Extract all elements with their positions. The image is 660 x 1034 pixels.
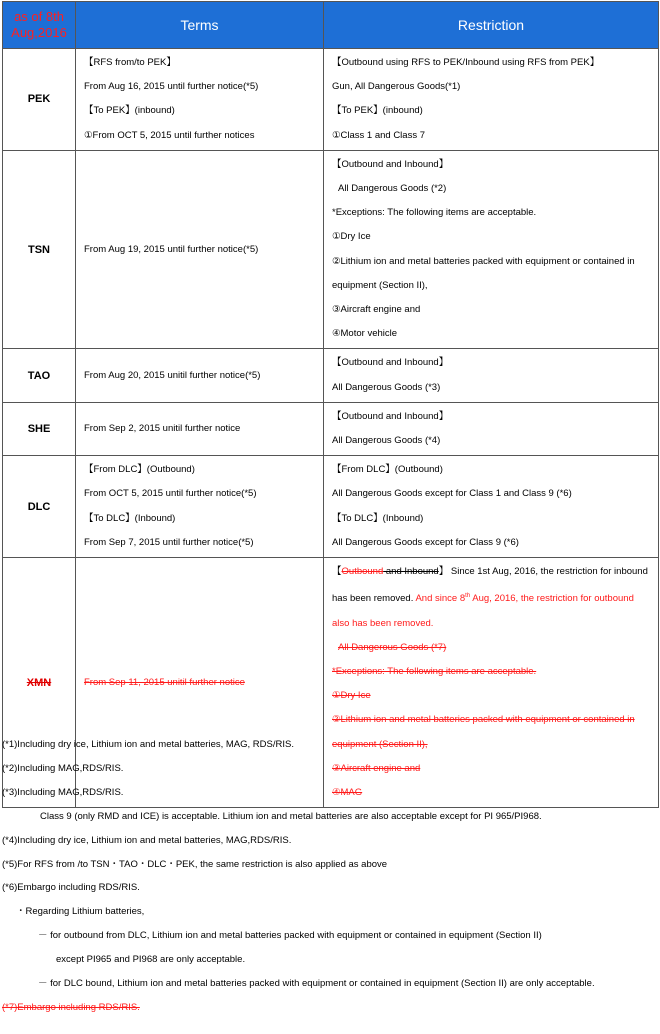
restriction-cell: [324, 150, 659, 349]
restriction-cell: [324, 349, 659, 402]
footnote: (*6)Embargo including RDS/RIS.: [2, 882, 140, 894]
struck-line: ①Dry Ice: [332, 690, 371, 702]
restriction-line: All Dangerous Goods except for Class 1 and Class 9 (*6): [332, 488, 572, 500]
footnote: － for outbound from DLC, Lithium ion and metal batteries packed with equipment or contained in equipment (Section II): [38, 930, 542, 942]
terms-line: From OCT 5, 2015 until further notice(*5): [84, 488, 257, 500]
struck-line: ④MAG: [332, 787, 363, 799]
footnote: Class 9 (only RMD and ICE) is acceptable. Lithium ion and metal batteries are also acceptable except for PI 965/PI968.: [40, 810, 542, 822]
restriction-line: Gun, All Dangerous Goods(*1): [332, 81, 461, 93]
bracket-open: 【: [332, 566, 342, 578]
terms-line: 【RFS from/to PEK】: [84, 57, 176, 68]
terms-line: From Sep 7, 2015 until further notice(*5): [84, 536, 254, 548]
restriction-table: [2, 1, 659, 808]
restriction-line: 【Outbound and Inbound】: [332, 357, 449, 369]
footnote: ・Regarding Lithium batteries,: [16, 906, 145, 918]
restriction-line: ①Dry Ice: [332, 231, 371, 243]
terms-cell: [76, 402, 324, 455]
footnote: － for DLC bound, Lithium ion and metal batteries packed with equipment or contained in equipment (Section II) are only acceptable.: [38, 978, 595, 990]
restriction-line: 【Outbound and Inbound】: [332, 158, 449, 170]
restriction-line: All Dangerous Goods (*4): [332, 435, 441, 447]
outbound-struck: Outbound: [341, 566, 384, 578]
restriction-line: equipment (Section II),: [332, 279, 428, 291]
airport-code: PEK: [3, 49, 76, 151]
inbound-removed-text: 】 Since 1st Aug, 2016, the restriction for inbound: [438, 566, 648, 578]
restriction-line: also has been removed.: [332, 617, 434, 629]
terms-line: From Aug 20, 2015 unitil further notice(*5): [84, 369, 261, 381]
restriction-line: 【To DLC】(Inbound): [332, 512, 424, 524]
airport-code: TSN: [3, 150, 76, 349]
table-row-tsn: [3, 150, 659, 349]
terms-line: ①From OCT 5, 2015 until further notices: [84, 129, 255, 141]
restriction-line: [332, 560, 650, 584]
footnote: except PI965 and PI968 are only acceptable.: [56, 954, 246, 966]
and-inbound-struck: and Inbound: [383, 566, 439, 578]
table-row-pek: [3, 49, 659, 151]
terms-line: 【From DLC】(Outbound): [84, 464, 195, 476]
terms-line: 【To DLC】(Inbound): [84, 512, 176, 524]
airport-code: TAO: [3, 349, 76, 402]
table-row-she: [3, 402, 659, 455]
restriction-line: 【To PEK】(inbound): [332, 105, 423, 117]
terms-cell: [76, 49, 324, 151]
restriction-line: ④Motor vehicle: [332, 328, 398, 340]
restriction-cell: [324, 49, 659, 151]
restriction-line: All Dangerous Goods (*2): [338, 183, 447, 195]
footnote: (*5)For RFS from /to TSN・TAO・DLC・PEK, the same restriction is also applied as above: [2, 858, 388, 870]
ordinal-suffix: th: [465, 593, 471, 600]
terms-cell: [76, 349, 324, 402]
table-row-dlc: [3, 456, 659, 558]
restriction-cell: [324, 456, 659, 558]
restriction-line: 【Outbound using RFS to PEK/Inbound using RFS from PEK】: [332, 57, 600, 68]
removed-text: has been removed.: [332, 593, 416, 605]
struck-line: ③Aircraft engine and: [332, 762, 421, 774]
struck-line: *Exceptions: The following items are acceptable.: [332, 666, 537, 678]
terms-line: From Sep 2, 2015 unitil further notice: [84, 422, 241, 434]
restriction-line: All Dangerous Goods except for Class 9 (*6): [332, 536, 519, 548]
airport-code: SHE: [3, 402, 76, 455]
restriction-line: 【From DLC】(Outbound): [332, 464, 443, 476]
footnote: (*7)Embargo including RDS/RIS.: [2, 1001, 140, 1013]
terms-line: From Sep 11, 2015 unitil further notice: [84, 676, 245, 688]
footnote: (*1)Including dry ice, Lithium ion and metal batteries, MAG, RDS/RIS.: [2, 739, 294, 750]
as-of-line-2: Aug,2016: [11, 25, 67, 40]
restriction-line: All Dangerous Goods (*3): [332, 381, 441, 393]
struck-line: All Dangerous Goods (*7): [338, 641, 447, 653]
footnote: (*3)Including MAG,RDS/RIS.: [2, 786, 124, 798]
terms-cell: [76, 150, 324, 349]
airport-code: XMN: [26, 676, 52, 689]
restriction-line: ①Class 1 and Class 7: [332, 129, 426, 141]
restriction-line: [332, 584, 650, 611]
restriction-line: *Exceptions: The following items are acceptable.: [332, 207, 537, 219]
airport-code: DLC: [3, 456, 76, 558]
struck-line: ②Lithium ion and metal batteries packed with equipment or contained in: [332, 714, 635, 726]
restriction-cell: [324, 402, 659, 455]
footnotes: [2, 733, 658, 1020]
struck-line: equipment (Section II),: [332, 738, 428, 750]
table-header-row: [3, 2, 659, 49]
footnote: (*4)Including dry ice, Lithium ion and metal batteries, MAG,RDS/RIS.: [2, 834, 292, 846]
terms-line: From Aug 16, 2015 until further notice(*5): [84, 81, 259, 93]
restriction-line: ③Aircraft engine and: [332, 304, 421, 316]
as-of-line-1: as of 8th: [14, 9, 64, 24]
outbound-removed-tail: Aug, 2016, the restriction for outbound: [470, 593, 634, 605]
terms-cell: [76, 456, 324, 558]
footnote: (*2)Including MAG,RDS/RIS.: [2, 762, 124, 774]
terms-line: 【To PEK】(inbound): [84, 105, 175, 117]
restriction-line: ②Lithium ion and metal batteries packed with equipment or contained in: [332, 255, 635, 267]
restriction-column-header: Restriction: [324, 2, 659, 49]
terms-column-header: Terms: [76, 2, 324, 49]
terms-line: From Aug 19, 2015 until further notice(*5): [84, 243, 259, 255]
restriction-line: 【Outbound and Inbound】: [332, 410, 449, 422]
as-of-date: [3, 2, 76, 49]
table-row-tao: [3, 349, 659, 402]
outbound-removed-text: And since 8: [415, 593, 466, 605]
